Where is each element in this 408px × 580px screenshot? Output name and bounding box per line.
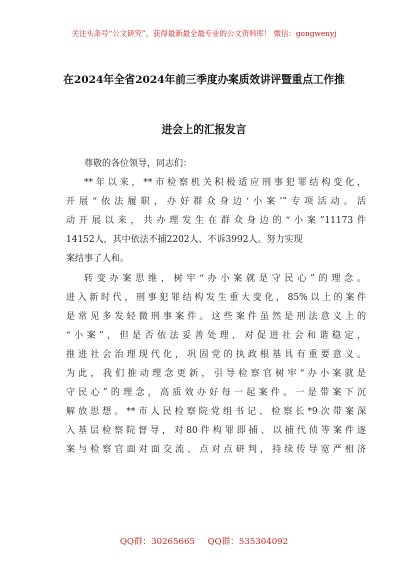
header-banner: 关注头条号“公文研究”，获得最新最全最专业的公文资料库！ 微信：gongwenyj bbox=[71, 29, 337, 38]
footer-contact: QQ群：30265665 QQ群：535304092 bbox=[119, 537, 289, 547]
body-line: 守民心”的理念，高质效办好每一起案件。一是带案下沉 bbox=[66, 388, 366, 399]
salutation: 尊敬的各位领导，同志们： bbox=[84, 159, 193, 169]
body-line: 为此，我们推动理念更新，引导检察官树牢“办小案就是 bbox=[66, 369, 366, 380]
body-line: 14152人，其中依法不捕2202人、不诉3992人。努力实现 bbox=[66, 235, 303, 246]
body-line: 动开展以来，共办理发生在群众身边的“小案”11173件 bbox=[66, 216, 366, 227]
body-line: 推进社会治理现代化，巩固党的执政根基具有重要意义。 bbox=[66, 349, 366, 360]
body-line: 转变办案思维，树牢“办小案就是守民心”的理念。 bbox=[84, 273, 366, 284]
body-line: 开展“依法履职，办好群众身边‘小案’”专项活动。活 bbox=[66, 197, 366, 208]
document-title-line-1: 在2024年全省2024年前三季度办案质效讲评暨重点工作推 bbox=[63, 74, 345, 86]
body-line: 是常见多发轻微刑事案件。这些案件虽然是刑法意义上的 bbox=[66, 311, 366, 322]
body-line: 入基层检察院督导，对80件构罪即捕、以捕代侦等案件逐 bbox=[66, 426, 366, 437]
document-body bbox=[66, 155, 366, 461]
body-line: 案结事了人和。 bbox=[66, 254, 130, 265]
document-title-line-2: 进会上的汇报发言 bbox=[161, 124, 247, 136]
body-line: **年以来，**市检察机关积极适应刑事犯罪结构变化， bbox=[84, 178, 366, 189]
body-line: “小案”，但是否依法妥善处理，对促进社会和谐稳定， bbox=[66, 330, 366, 341]
body-line: 解放思想。**市人民检察院党组书记、检察长*9次带案深 bbox=[66, 407, 366, 418]
body-line: 进入新时代，刑事犯罪结构发生重大变化，85%以上的案件 bbox=[66, 292, 366, 303]
body-line: 案与检察官面对面交流、点对点研判，持续传导宽严相济 bbox=[66, 445, 366, 456]
